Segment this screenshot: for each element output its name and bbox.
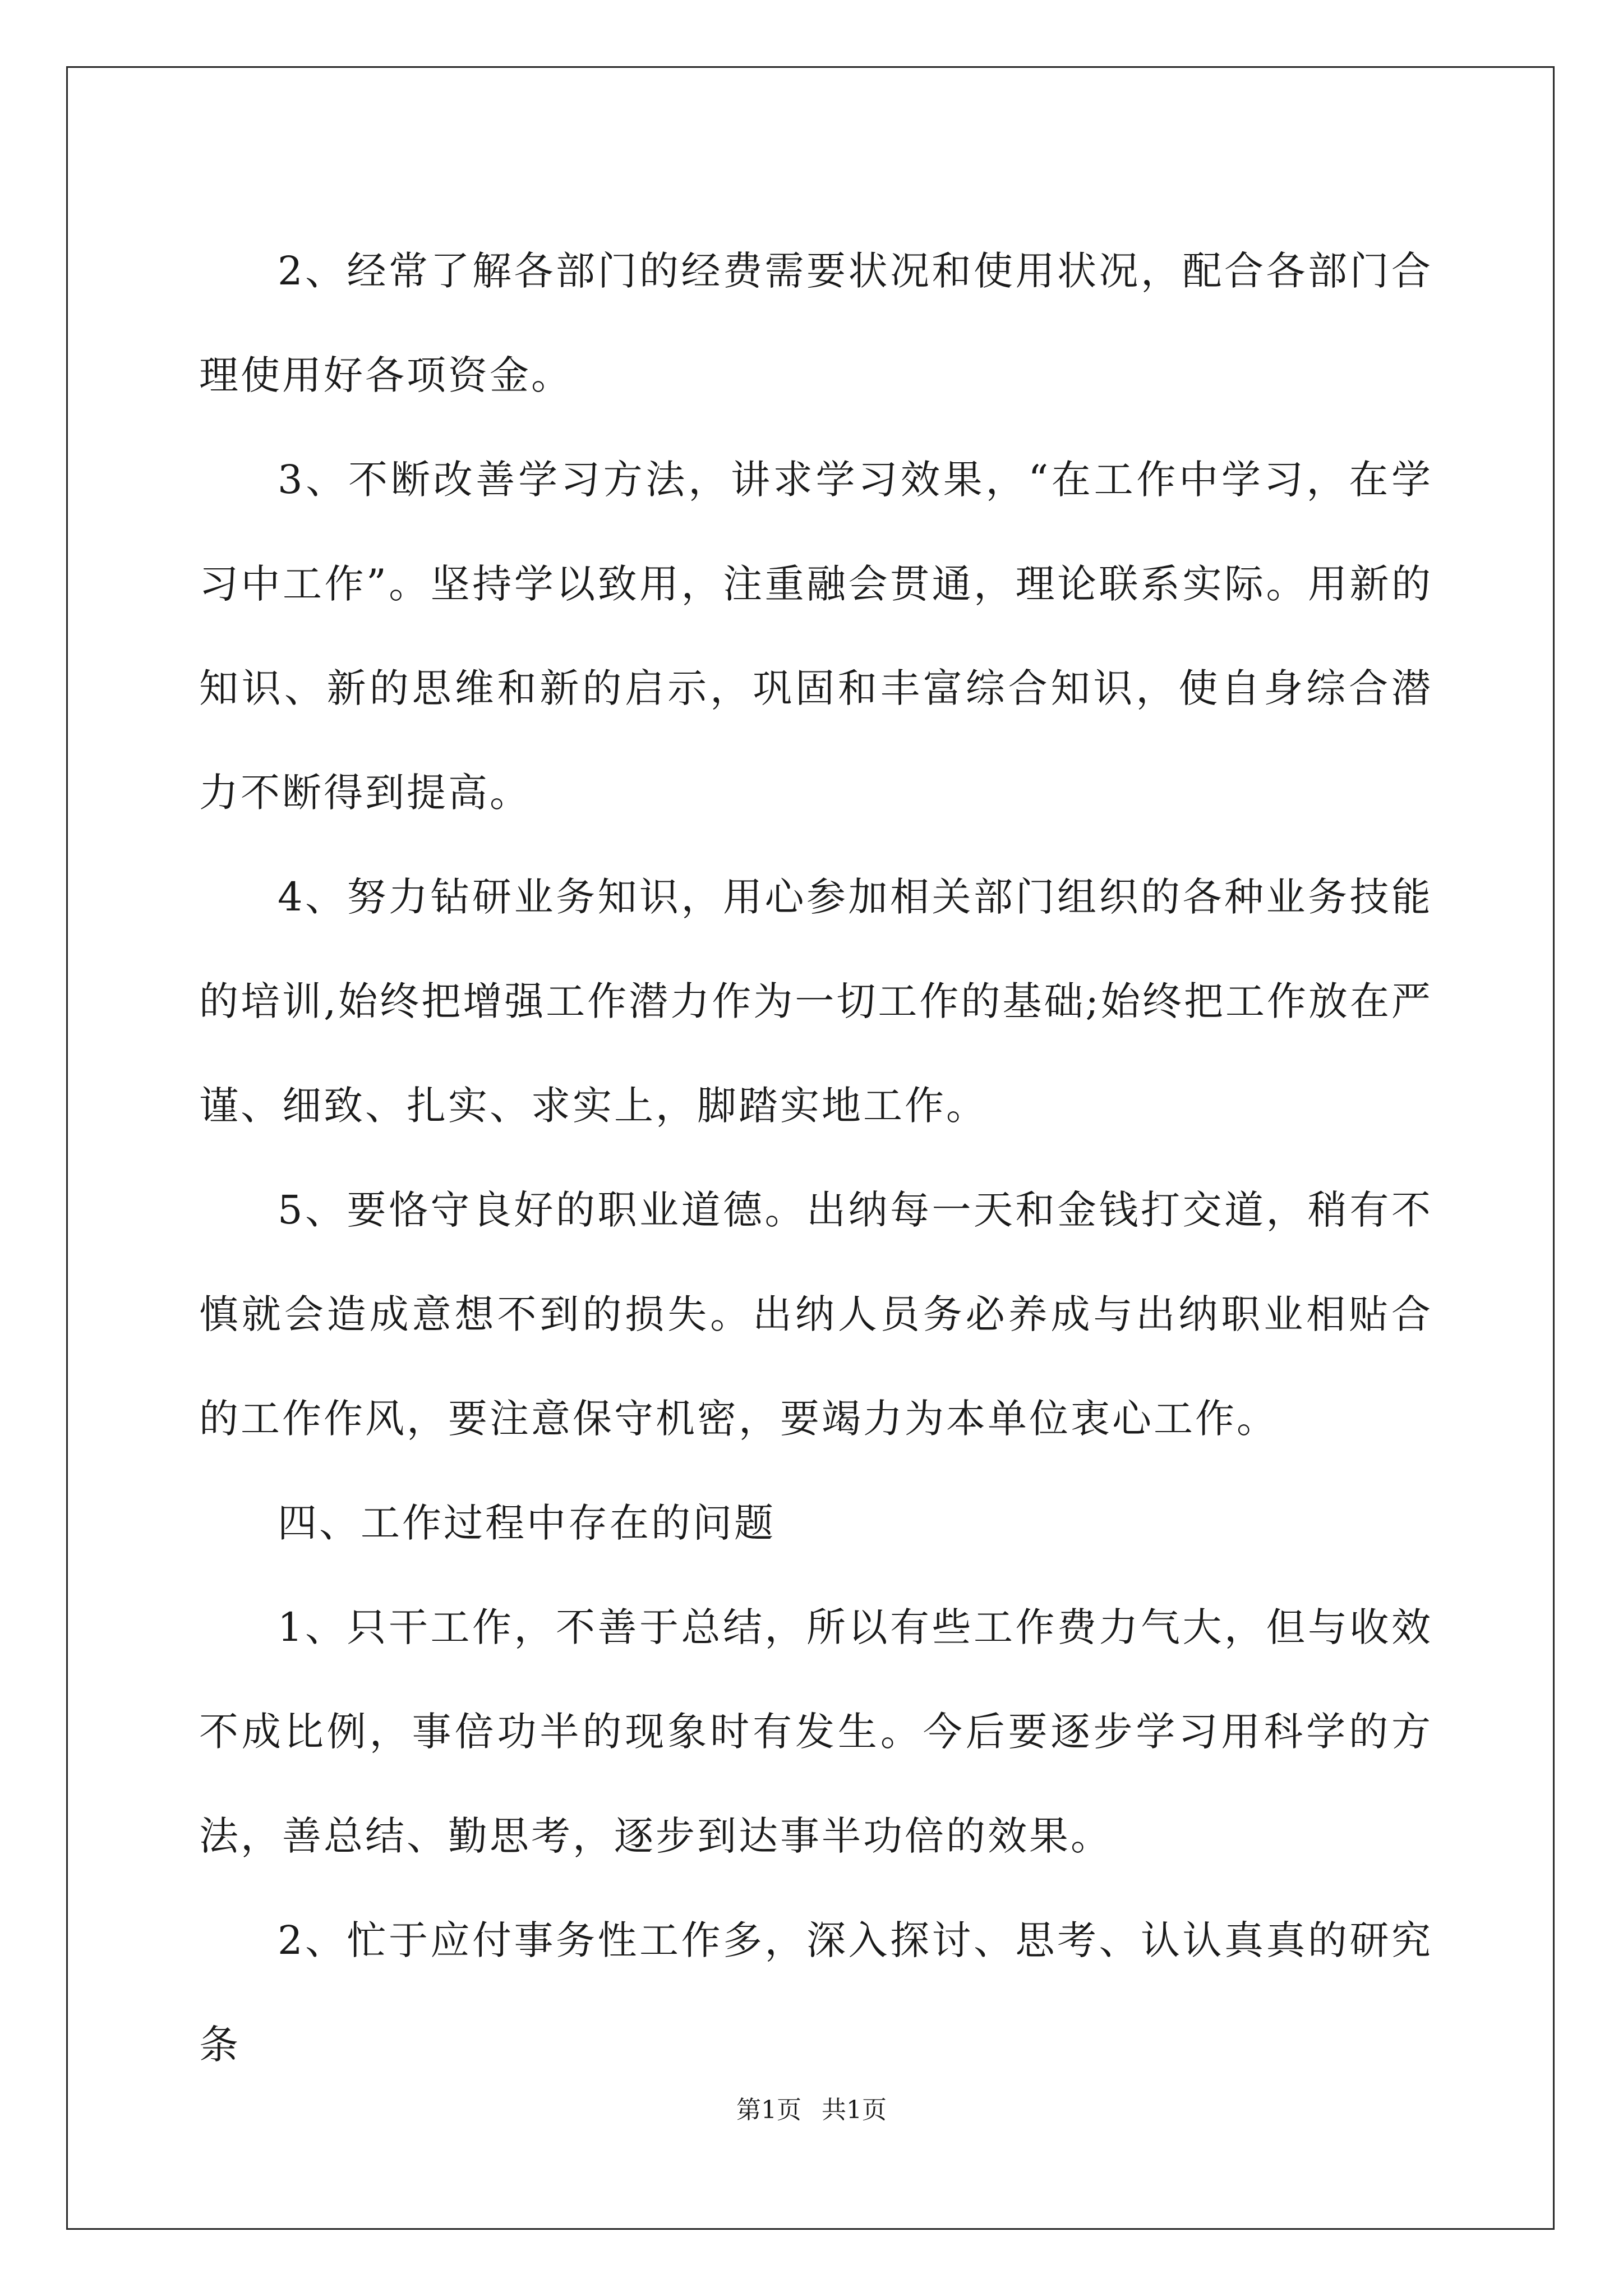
paragraph-item-2: 2、经常了解各部门的经费需要状况和使用状况，配合各部门合理使用好各项资金。	[199, 248, 1433, 398]
paragraph-problem-1: 1、只干工作，不善于总结，所以有些工作费力气大，但与收效不成比例，事倍功半的现象时有发生。今后要逐步学习用科学的方法，善总结、勤思考，逐步到达事半功倍的效果。	[199, 1604, 1433, 1859]
page-number-current: 第1页	[736, 2096, 801, 2124]
page-footer	[0, 2090, 1623, 2125]
page-number-total: 共1页	[822, 2096, 887, 2124]
paragraph-item-4: 4、努力钻研业务知识，用心参加相关部门组织的各种业务技能的培训,始终把增强工作潜力作为一切工作的基础;始终把工作放在严谨、细致、扎实、求实上，脚踏实地工作。	[199, 874, 1433, 1129]
document-body	[199, 219, 1433, 2097]
paragraph-item-5: 5、要恪守良好的职业道德。出纳每一天和金钱打交道，稍有不慎就会造成意想不到的损失。出纳人员务必养成与出纳职业相贴合的工作作风，要注意保守机密，要竭力为本单位衷心工作。	[199, 1187, 1433, 1442]
section-heading-problems: 四、工作过程中存在的问题	[278, 1500, 776, 1546]
paragraph-problem-2: 2、忙于应付事务性工作多，深入探讨、思考、认认真真的研究条	[199, 1917, 1433, 2068]
paragraph-item-3: 3、不断改善学习方法，讲求学习效果，“在工作中学习，在学习中工作”。坚持学以致用，注重融会贯通，理论联系实际。用新的知识、新的思维和新的启示，巩固和丰富综合知识，使自身综合潜力不断得到提高。	[199, 457, 1433, 816]
